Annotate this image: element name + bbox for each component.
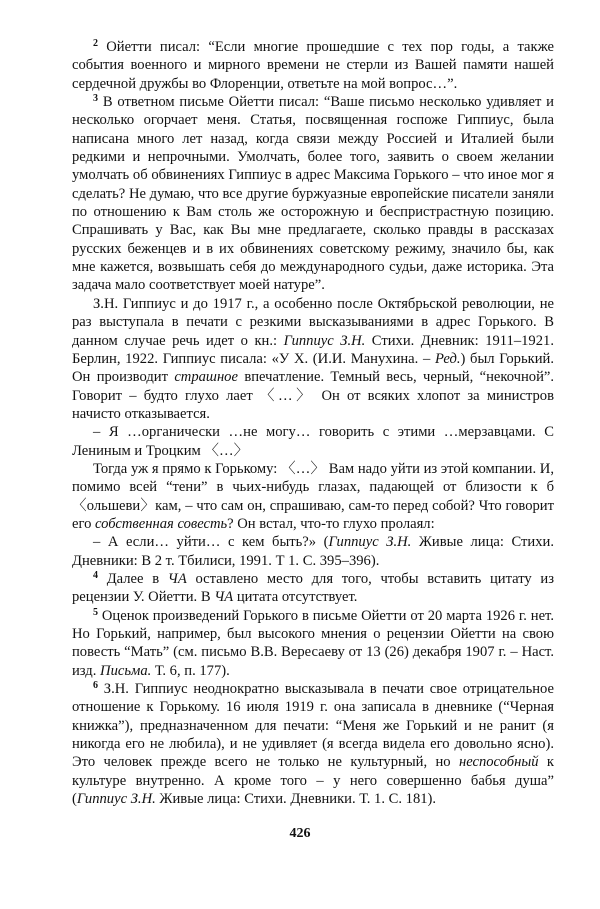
italic-text: Гиппиус З.Н. — [283, 332, 366, 349]
footnote-marker: 3 — [93, 93, 98, 105]
text-run: к культуре внутренно. А кроме того – у него совершенно бабья душа” ( — [72, 754, 554, 808]
text-run: З.Н. Гиппиус и до 1917 г., а особенно после Октябрьской революции, не раз выступала в печати с резкими высказываниями в адрес Горького. В данном случае речь идет о кн.: — [72, 295, 554, 349]
italic-text: Гиппиус З.Н. — [328, 534, 412, 551]
footnote-paragraph — [72, 607, 554, 680]
italic-text: Гиппиус З.Н. — [76, 791, 156, 808]
document-body — [72, 38, 554, 808]
text-run: Далее в — [106, 570, 168, 587]
text-run: Ойетти писал: “Если многие прошедшие с тех пор годы, а также события военного и мирного времени не стерли из Вашей памяти нашей сердечной дружбы во Флоренции, ответьте на мой вопрос…”. — [72, 39, 554, 92]
italic-text: неспособный — [458, 754, 539, 771]
italic-text: собственная совесть — [95, 515, 228, 532]
text-run: Стихи. Дневник: 1911–1921. Берлин, 1922. Гиппиус писала: «У Х. (И.И. Манухина. – — [72, 332, 554, 367]
body-paragraph — [72, 423, 554, 460]
text-run: Живые лица: Стихи. Дневники: В 2 т. Тбилиси, 1991. Т 1. С. 395–396). — [72, 534, 554, 569]
text-run: ? Он встал, что-то глухо пролаял: — [227, 515, 435, 532]
body-paragraph — [72, 533, 554, 570]
text-run: – А если… уйти… с кем быть?» ( — [93, 534, 329, 551]
text-run: цитата отсутствует. — [233, 589, 358, 606]
text-run: Т. 6, п. 177). — [151, 662, 230, 679]
footnote-marker: 6 — [93, 680, 98, 692]
text-run: впечатление. Темный весь, черный, “некочной”. Говорит – будто глухо лает 〈…〉 Он от всяких хлопот за министров начисто отказывается. — [72, 369, 555, 422]
footnote-paragraph — [72, 680, 554, 808]
footnote-paragraph — [72, 38, 554, 93]
page-number: 426 — [289, 826, 311, 841]
footnote-marker: 4 — [93, 569, 98, 581]
body-paragraph — [72, 295, 554, 423]
text-run: ) был Горький. Он производит — [72, 350, 554, 386]
body-paragraph — [72, 460, 554, 533]
footnote-paragraph — [72, 93, 554, 295]
italic-text: страшное — [174, 369, 238, 386]
text-run: Оценок произведений Горького в письме Ойетти от 20 марта 1926 г. нет. Но Горький, например, был высокого мнения о рецензии Ойетти на свою повесть “Мать” (см. письмо В.В. Вересаеву от 13 (26) декабря 1907 г. – Наст. изд. — [72, 607, 554, 679]
text-run: Тогда уж я прямо к Горькому: 〈…〉 Вам надо уйти из этой компании. И, помимо всей “тени” в чьих-нибудь глазах, падающей от близости к б〈ольшеви〉кам, – что сам он, спрашиваю, сам-то перед собой? Что говорит его — [72, 460, 554, 532]
footnote-marker: 5 — [93, 606, 98, 618]
text-run: Живые лица: Стихи. Дневники. Т. 1. С. 181). — [155, 791, 437, 808]
text-run: – Я …органически …не могу… говорить с этими …мерзавцами. С Лениным и Троцким 〈…〉 — [72, 424, 554, 459]
italic-text: ЧА — [214, 589, 234, 606]
text-run: З.Н. Гиппиус неоднократно высказывала в печати свое отрицательное отношение к Горькому. 16 июля 1919 г. она записала в дневнике (“Черная книжка”), предназначенном для печати: “Меня же Горький и не ранит (я никогда его не любила), и не удивляет (я всегда видела его довольно ясно). Это человек прежде всего не только не культурный, но — [72, 681, 554, 771]
footnote-paragraph — [72, 570, 554, 607]
italic-text: Ред. — [434, 350, 461, 367]
text-run: В ответном письме Ойетти писал: “Ваше письмо несколько удивляет и несколько огорчает меня. Статья, посвященная госпоже Гиппиус, была написана много лет назад, когда связи между Россией и Италией были редкими и непрочными. Умолчать, более того, заявить о своем желании умолчать об обвинениях Гиппиус в адрес Максима Горького – что иное мог я сделать? Не думаю, что все другие буржуазные европейские писатели заняли по отношению к Вам столь же осторожную и беспристрастную позицию. Спрашивать у Вас, как Вы мне предлагаете, сколько правды в рассказах русских беженцев и в их обвинениях советскому режиму, значило бы, как мне кажется, возвышать себя до международного судьи, даже историка. Эта задача мало соответствует моей натуре”. — [72, 94, 554, 294]
text-run: оставлено место для того, чтобы вставить цитату из рецензии У. Ойетти. В — [72, 570, 554, 606]
italic-text: ЧА — [167, 570, 187, 587]
footnote-marker: 2 — [93, 38, 98, 49]
italic-text: Письма. — [100, 662, 152, 679]
